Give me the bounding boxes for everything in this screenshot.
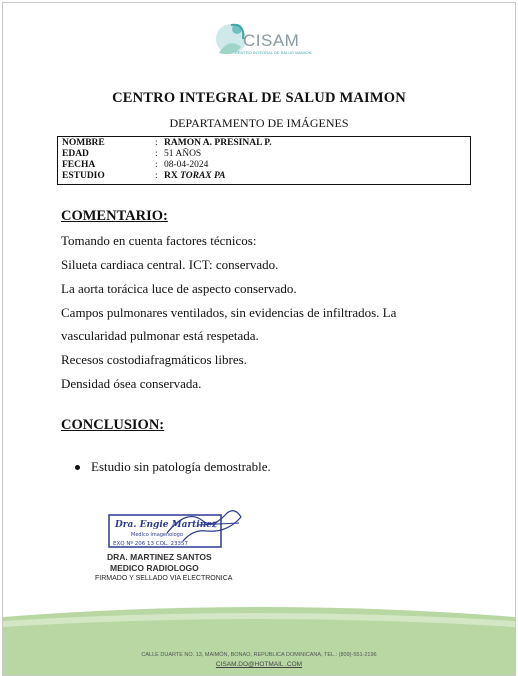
footer-address: CALLE DUARTE NO. 13, MAIMÓN, BONAO, REPUBLICA DOMINICANA, TEL.: (809)-551-2196: [141, 652, 377, 658]
conclusion-item: Estudio sin patología demostrable.: [91, 459, 271, 474]
logo-wordmark: CISAM: [243, 31, 300, 50]
comment-line: Tomando en cuenta factores técnicos:: [61, 233, 257, 248]
study-name: TORAX PA: [180, 171, 226, 181]
comment-line: La aorta torácica luce de aspecto conservado.: [61, 281, 297, 296]
svg-text:EXQ Nº 206 13 COL. 23357: EXQ Nº 206 13 COL. 23357: [113, 541, 188, 547]
comment-line: Recesos costodiafragmáticos libres.: [61, 352, 247, 367]
patient-date-separator: :: [155, 160, 158, 170]
patient-date-value: 08-04-2024: [164, 160, 209, 170]
patient-age-value: 51 AÑOS: [164, 149, 202, 159]
page-title: CENTRO INTEGRAL DE SALUD MAIMON: [112, 90, 406, 106]
patient-age-label: EDAD: [62, 149, 89, 159]
patient-study-label: ESTUDIO: [62, 171, 105, 181]
doctor-name: DRA. MARTINEZ SANTOS: [107, 552, 212, 562]
logo-subtitle: CENTRO INTEGRAL DE SALUD MAIMON: [235, 50, 312, 55]
svg-text:Medico Imagenologo: Medico Imagenologo: [131, 532, 183, 538]
patient-name-label: NOMBRE: [62, 138, 105, 148]
footer-email-link[interactable]: CISAM.DO@HOTMAIL .COM: [215, 661, 303, 668]
patient-info-box: [57, 136, 471, 185]
patient-date-row: [62, 160, 466, 171]
study-prefix: RX: [164, 171, 178, 181]
comment-line: Campos pulmonares ventilados, sin evidencias de infiltrados. La: [61, 305, 397, 320]
conclusion-heading: CONCLUSION:: [61, 417, 165, 433]
signature-stamp-icon: [107, 503, 247, 553]
patient-age-row: [62, 149, 466, 160]
signed-note: FIRMADO Y SELLADO VIA ELECTRONICA: [95, 575, 233, 582]
patient-date-label: FECHA: [62, 160, 96, 170]
comment-line: Silueta cardiaca central. ICT: conservado.: [61, 257, 279, 272]
patient-study-row: [62, 171, 466, 182]
comment-heading: COMENTARIO:: [61, 208, 168, 224]
report-page: [2, 2, 516, 676]
patient-study-value: [164, 171, 225, 182]
patient-study-separator: :: [155, 171, 158, 181]
patient-name-row: [62, 138, 466, 149]
patient-name-separator: :: [155, 138, 158, 148]
comment-line: Densidad ósea conservada.: [61, 376, 202, 391]
svg-text:Dra. Engie Martinez: Dra. Engie Martinez: [115, 520, 218, 530]
patient-age-separator: :: [155, 149, 158, 159]
doctor-title: MEDICO RADIOLOGO: [110, 563, 199, 573]
bullet-icon: [75, 465, 80, 470]
department-title: DEPARTAMENTO DE IMÁGENES: [169, 116, 349, 130]
patient-name-value: RAMON A. PRESINAL P.: [164, 138, 272, 148]
comment-line: vascularidad pulmonar está respetada.: [61, 328, 259, 343]
